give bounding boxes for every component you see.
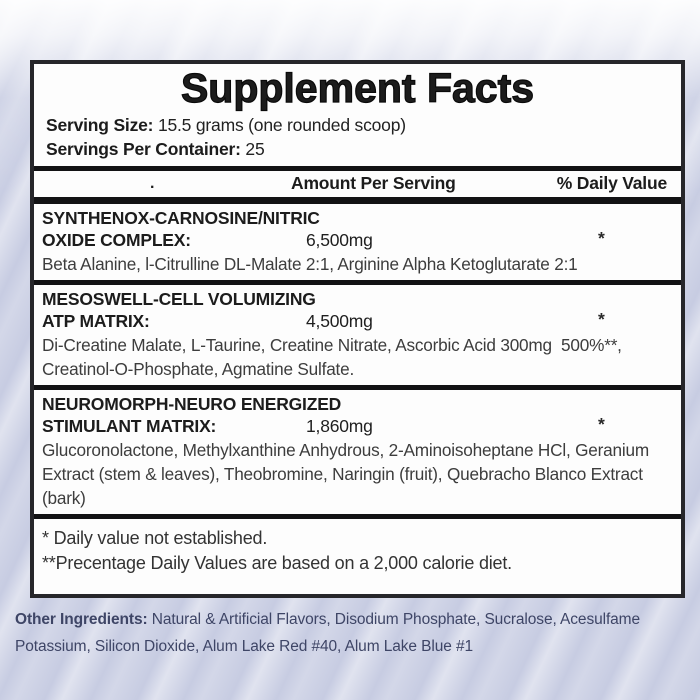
footnote-percentage: **Precentage Daily Values are based on a 2,000 calorie diet.: [42, 552, 512, 573]
section-amount-row: [42, 229, 673, 252]
header-dot-mark: .: [150, 174, 155, 192]
servings-per-container-label: Servings Per Container:: [46, 138, 241, 159]
section-daily-value: *: [598, 308, 605, 329]
section-synthenox: [34, 204, 681, 280]
supplement-facts-panel: [30, 60, 685, 598]
section-amount-row: [42, 310, 673, 333]
serving-info: [34, 114, 681, 166]
section-neuromorph: [34, 390, 681, 514]
section-ingredients: Glucoronolactone, Methylxanthine Anhydrous, 2-Aminoisoheptane HCl, Geranium Extract (stem & leaves), Theobromine, Naringin (fruit), Quebracho Blanco Extract (bark): [42, 439, 649, 508]
section-daily-value: *: [598, 413, 605, 434]
section-amount: 6,500mg: [306, 229, 373, 250]
section-ingredients: Beta Alanine, l-Citrulline DL-Malate 2:1, Arginine Alpha Ketoglutarate 2:1: [42, 253, 578, 274]
panel-title: Supplement Facts: [180, 65, 535, 111]
section-amount: 1,860mg: [306, 415, 373, 436]
daily-value-header: % Daily Value: [556, 172, 667, 193]
other-ingredients-label: Other Ingredients:: [15, 611, 148, 628]
section-daily-value: *: [598, 227, 605, 248]
footnote-daily-value: * Daily value not established.: [42, 527, 268, 548]
section-name-line1: MESOSWELL-CELL VOLUMIZING: [42, 288, 316, 309]
serving-size-line: [46, 114, 671, 138]
section-name-line2: OXIDE COMPLEX:: [42, 229, 191, 250]
section-name-line2: ATP MATRIX:: [42, 310, 150, 331]
section-name-line2: STIMULANT MATRIX:: [42, 415, 217, 436]
column-header-row: [34, 171, 681, 197]
section-ingredients: Di-Creatine Malate, L-Taurine, Creatine Nitrate, Ascorbic Acid 300mg 500%**, Creatinol-O-Phosphate, Agmatine Sulfate.: [42, 334, 622, 379]
section-amount-row: [42, 415, 673, 438]
amount-per-serving-header: Amount Per Serving: [291, 172, 456, 193]
section-name-line1: SYNTHENOX-CARNOSINE/NITRIC: [42, 207, 320, 228]
servings-per-container-value: 25: [240, 138, 265, 159]
divider-bar-heavy: [34, 197, 681, 204]
other-ingredients-value: Natural & Artificial Flavors, Disodium Phosphate, Sucralose, Acesulfame Potassium, Silicon Dioxide, Alum Lake Red #40, Alum Lake Blue #1: [15, 611, 641, 656]
section-mesoswell: [34, 285, 681, 385]
serving-size-value: 15.5 grams (one rounded scoop): [153, 115, 406, 136]
other-ingredients: [15, 606, 693, 660]
serving-size-label: Serving Size:: [46, 115, 154, 136]
footnotes: [34, 519, 681, 576]
section-name-line1: NEUROMORPH-NEURO ENERGIZED: [42, 393, 342, 414]
servings-per-container-line: [46, 138, 671, 162]
section-amount: 4,500mg: [306, 310, 373, 331]
